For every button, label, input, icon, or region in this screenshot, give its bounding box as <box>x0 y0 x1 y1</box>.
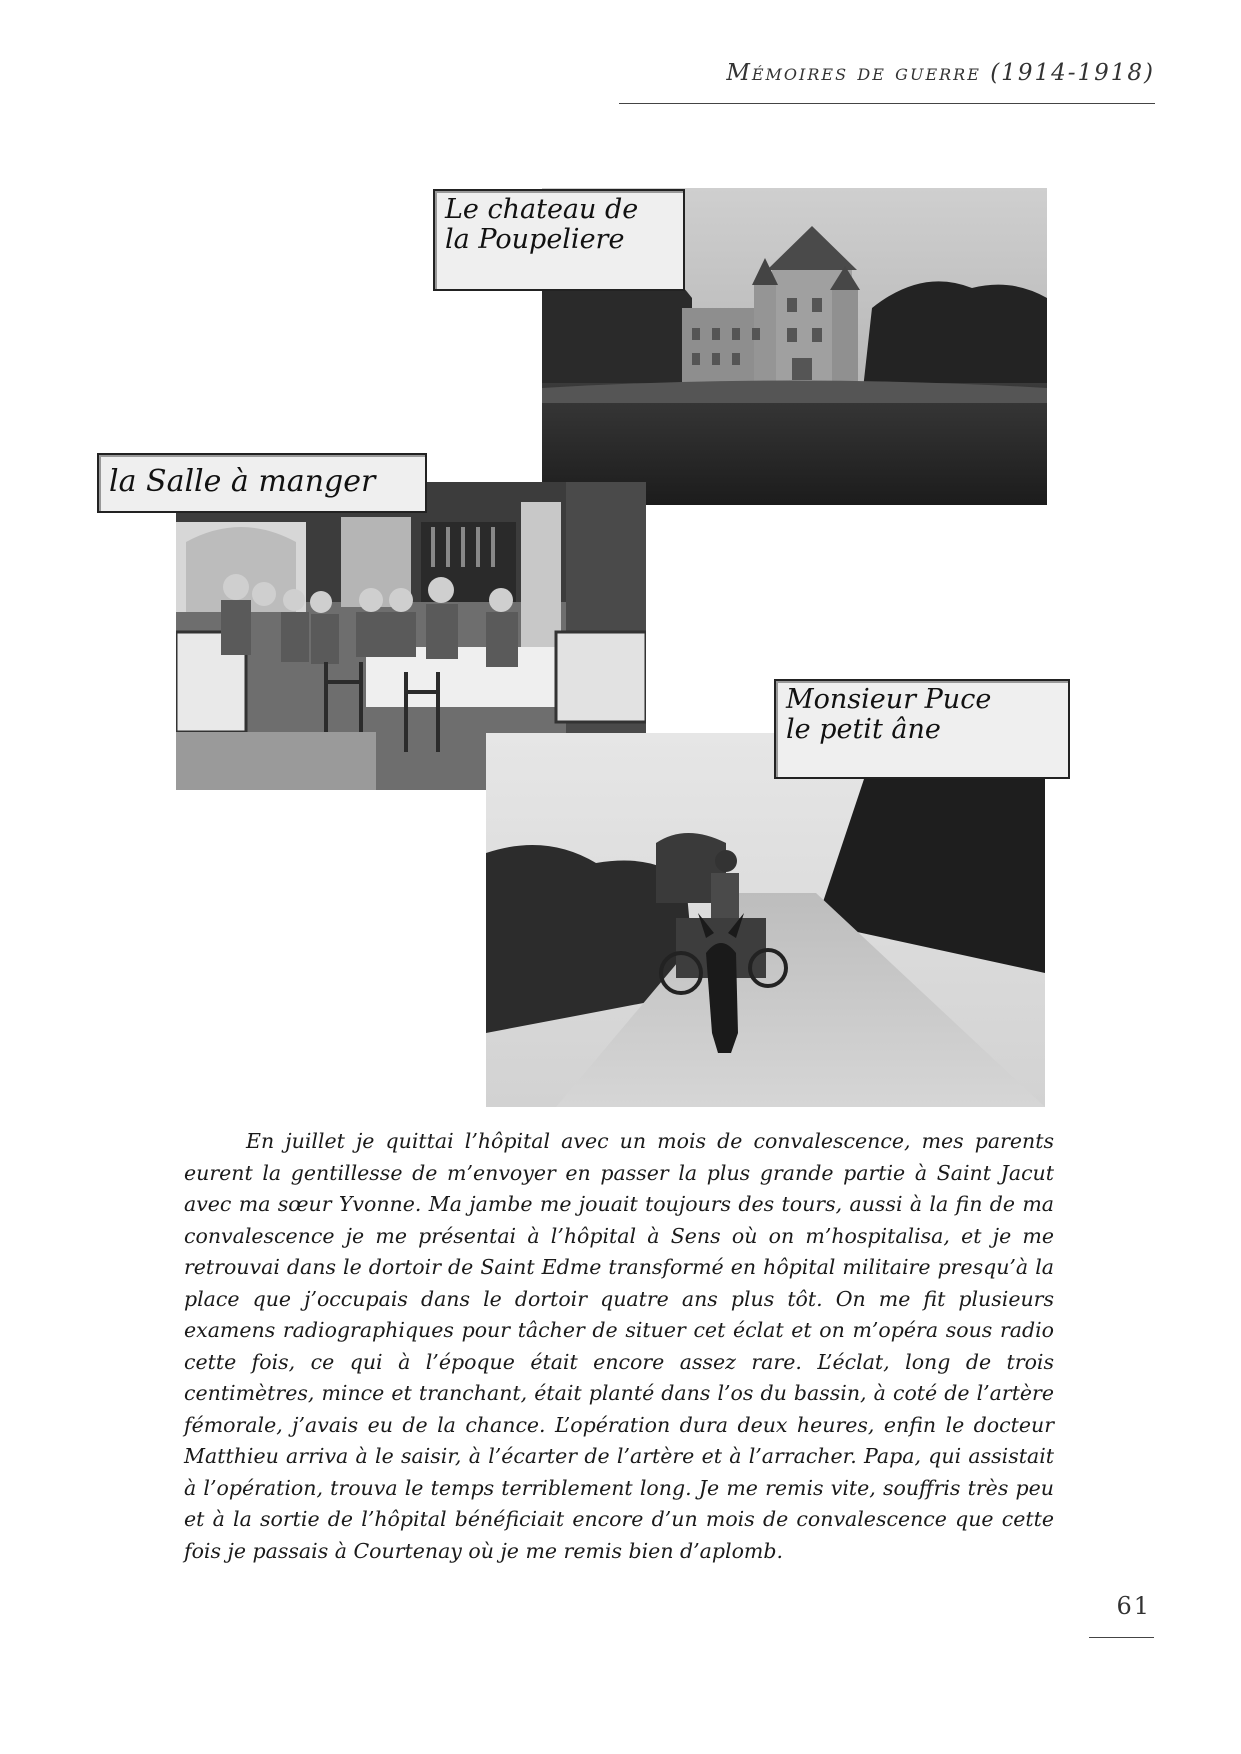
footer-rule <box>1089 1637 1154 1638</box>
caption-petit-ane: Monsieur Puce le petit âne <box>774 679 1070 779</box>
donkey-cart-photo <box>486 733 1045 1107</box>
body-paragraph: En juillet je quittai l’hôpital avec un mois de convalescence, mes parents eurent la gentillesse de m’envoyer en passer la plus grande partie à Saint Jacut avec ma sœur Yvonne. Ma jambe me jouait toujours des tours, aussi à la fin de ma convalescence je me présentai à l’hôpital à Sens où on m’hospitalisa, et je me retrouvai dans le dortoir de Saint Edme transformé en hôpital militaire presqu’à la place que j’occupais dans le dortoir quatre ans plus tôt. On me fit plusieurs examens radiographiques pour tâcher de situer cet éclat et on m’opéra sous radio cette fois, ce qui à l’époque était encore assez rare. L’éclat, long de trois centimètres, mince et tranchant, était planté dans l’os du bassin, à coté de l’artère fémorale, j’avais eu de la chance. L’opération dura deux heures, enfin le docteur Matthieu arriva à le saisir, à l’écarter de l’artère et à l’arracher. Papa, qui assistait à l’opération, trouva le temps terriblement long. Je me remis vite, souffris très peu et à la sortie de l’hôpital bénéficiait encore d’un mois de convalescence que cette fois je passais à Courtenay où je me remis bien d’aplomb. <box>184 1129 1054 1563</box>
caption-chateau: Le chateau de la Poupeliere <box>433 189 685 291</box>
running-header: Mémoires de guerre (1914-1918) <box>726 60 1155 86</box>
page-number: 61 <box>1116 1592 1151 1620</box>
header-rule <box>619 103 1155 104</box>
caption-salle-a-manger: la Salle à manger <box>97 453 427 513</box>
